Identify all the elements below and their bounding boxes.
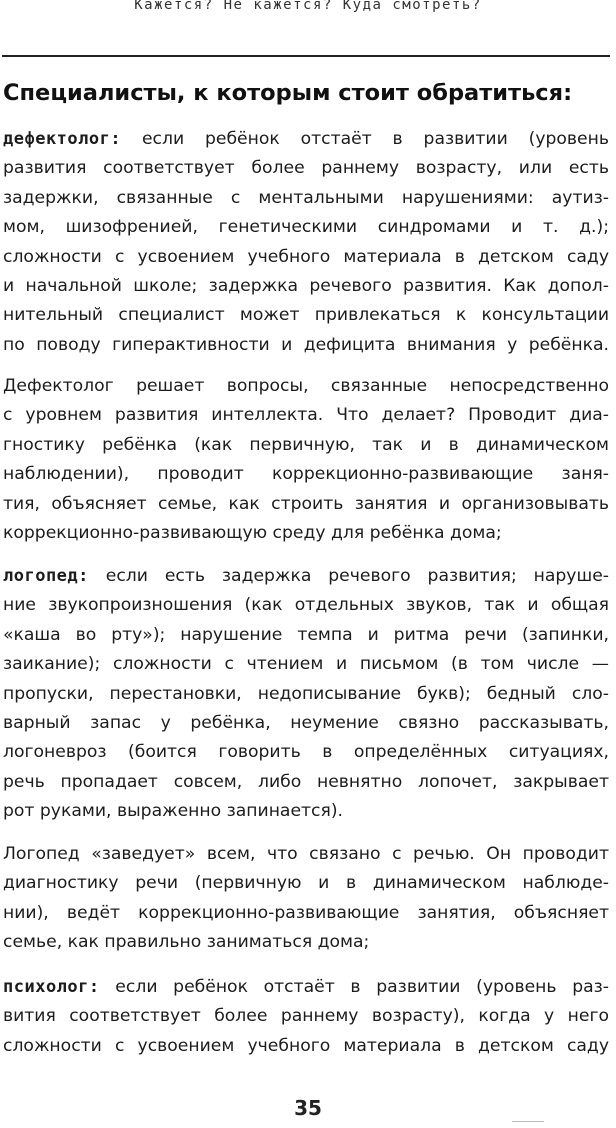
line-text: если ребёнок отстаёт в развитии (уровень [121,129,609,149]
text-line: сложности с усвоением учебного материала в детском саду [3,246,609,267]
text-line: сложности с усвоением учебного материала в детском саду [3,1035,609,1056]
text-line: гностику ребёнка (как первичную, так и в динамическом [3,434,609,455]
text-line: тия, объясняет семье, как строить занятия и организовывать [3,493,609,514]
text-line: нии), ведёт коррекционно-развивающие занятия, объясняет [3,902,609,923]
text-line: наблюдении), проводит коррекционно-развивающие заня- [3,464,609,485]
text-line: логоневроз (боится говорить в определённых ситуациях, [3,742,609,763]
text-line: мом, шизофренией, генетическими синдромами и т. д.); [3,217,609,238]
text-line: семье, как правильно заниматься дома; [3,932,370,953]
text-line: заикание); сложности с чтением и письмом (в том числе — [3,654,609,675]
paragraph-defectologist-role [3,372,609,548]
running-head: Кажется? Не кажется? Куда смотреть? [134,0,482,13]
corner-mark [512,1121,544,1122]
text-line [3,125,609,154]
text-line: «каша во рту»); нарушение темпа и ритма речи (запинки, [3,624,609,645]
text-line: пропуски, перестановки, недописывание букв); бедный сло- [3,683,609,704]
header-rule [2,55,610,57]
page-number: 35 [294,1096,322,1120]
text-line: коррекционно-развивающую среду для ребёнка дома; [3,522,502,543]
term-defectologist: дефектолог: [3,129,122,149]
text-line: Дефектолог решает вопросы, связанные непосредственно [3,376,609,396]
paragraph-defectologist [3,125,609,360]
paragraph-speech-therapist-role [3,840,609,958]
text-line: задержки, связанные с ментальными нарушениями: аутиз- [3,187,609,208]
text-line: вития соответствует более раннему возрасту), когда у него [3,1006,609,1027]
term-speech-therapist: логопед: [3,566,89,586]
text-line: с уровнем развития интеллекта. Что делает? Проводит диа- [3,405,609,426]
section-heading: Специалисты, к которым стоит обратиться: [3,80,573,106]
text-line: и начальной школе; задержка речевого развития. Как допол- [3,275,609,296]
text-line: по поводу гиперактивности и дефицита внимания у ребёнка. [3,334,609,355]
text-line: Логопед «заведует» всем, что связано с речью. Он проводит [3,844,609,864]
term-psychologist: психолог: [3,977,100,997]
text-line: развития соответствует более раннему возрасту, или есть [3,158,609,179]
line-text: если есть задержка речевого развития; наруше- [88,566,609,586]
text-line: диагностику речи (первичную и в динамическом наблюде- [3,873,609,894]
paragraph-psychologist [3,973,609,1061]
text-line [3,562,609,591]
text-line: ние звукопроизношения (как отдельных звуков, так и общая [3,595,609,616]
text-line [3,973,609,1002]
text-line: варный запас у ребёнка, неумение связно рассказывать, [3,712,609,733]
text-line: рот руками, выраженно запинается). [3,801,344,822]
paragraph-speech-therapist [3,562,609,827]
text-line: нительный специалист может привлекаться к консультации [3,305,609,326]
text-line: речь пропадает совсем, либо невнятно лопочет, закрывает [3,771,609,792]
line-text: если ребёнок отстаёт в развитии (уровень раз- [99,977,609,997]
